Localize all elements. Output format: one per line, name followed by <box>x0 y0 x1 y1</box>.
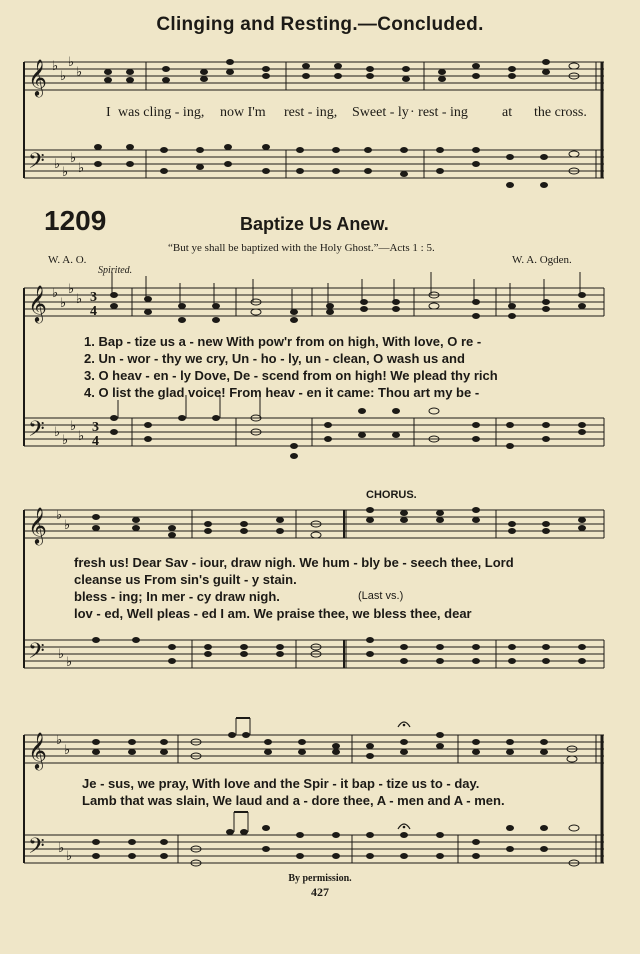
treble-clef-icon: 𝄞 <box>28 731 47 769</box>
svg-text:♭: ♭ <box>78 161 85 176</box>
svg-text:♭: ♭ <box>68 55 75 70</box>
staff-top-treble <box>24 62 604 90</box>
treble-clef-icon: 𝄞 <box>28 58 47 96</box>
system3-line-1: Je - sus, we pray, With love and the Spir - it bap - tize us to - day. <box>82 776 480 791</box>
svg-text:4: 4 <box>90 304 97 319</box>
verse-3-line: 3. O heav - en - ly Dove, De - scend from on high! We plead thy rich <box>84 368 498 383</box>
svg-text:♭: ♭ <box>56 508 63 523</box>
svg-text:♭: ♭ <box>62 433 69 448</box>
svg-text:♭: ♭ <box>76 292 83 307</box>
svg-text:♭: ♭ <box>68 282 75 297</box>
svg-text:♭: ♭ <box>76 65 83 80</box>
chorus-label: CHORUS. <box>366 489 417 501</box>
svg-text:♭: ♭ <box>70 151 77 166</box>
staff-sys1-treble <box>24 288 604 316</box>
time-signature: 3 <box>90 290 97 305</box>
lyric-word: rest - ing, <box>284 105 338 120</box>
svg-text:♭: ♭ <box>78 429 85 444</box>
staff-sys3-bass <box>24 835 604 863</box>
svg-text:♭: ♭ <box>58 647 65 662</box>
treble-clef-icon: 𝄞 <box>28 506 47 544</box>
svg-text:♭: ♭ <box>54 157 61 172</box>
svg-text:♭: ♭ <box>52 286 59 301</box>
bass-clef-icon: 𝄢 <box>28 639 45 669</box>
svg-text:♭: ♭ <box>58 841 65 856</box>
staff-sys2-treble <box>24 510 604 538</box>
svg-text:4: 4 <box>92 434 99 449</box>
lyric-word: now I'm <box>220 105 266 120</box>
lyric-word: the cross. <box>534 105 587 120</box>
svg-text:♭: ♭ <box>64 743 71 758</box>
system3-line-2: Lamb that was slain, We laud and a - dore thee, A - men and A - men. <box>82 793 505 808</box>
noteheads <box>92 59 586 866</box>
svg-text:♭: ♭ <box>66 849 73 864</box>
svg-text:♭: ♭ <box>64 518 71 533</box>
hymn-number: 1209 <box>44 205 107 236</box>
staff-sys3-treble <box>24 735 604 763</box>
staff-top-bass <box>24 150 604 178</box>
scripture-reference: “But ye shall be baptized with the Holy Ghost.”—Acts 1 : 5. <box>168 242 435 254</box>
lyric-word: I <box>106 105 111 120</box>
bass-clef-icon: 𝄢 <box>28 417 45 447</box>
lyric-word: · rest - ing <box>410 105 468 120</box>
svg-text:♭: ♭ <box>52 59 59 74</box>
system2-line-2: cleanse us From sin's guilt - y stain. <box>74 572 297 587</box>
verse-1-line: 1. Bap - tize us a - new With pow'r from on high, With love, O re - <box>84 334 482 349</box>
lyricist-credit: W. A. O. <box>48 254 87 266</box>
composer-credit: W. A. Ogden. <box>512 254 572 266</box>
verse-4-line: 4. O list the glad voice! From heav - en it came: Thou art my be - <box>84 385 480 400</box>
svg-text:♭: ♭ <box>70 419 77 434</box>
last-verse-note: (Last vs.) <box>358 590 404 602</box>
svg-text:♭: ♭ <box>66 655 73 670</box>
bass-clef-icon: 𝄢 <box>28 834 45 864</box>
svg-text:♭: ♭ <box>60 296 67 311</box>
svg-text:♭: ♭ <box>60 69 67 84</box>
bass-clef-icon: 𝄢 <box>28 149 45 179</box>
lyric-word: Sweet - ly <box>352 105 409 120</box>
tempo-marking: Spirited. <box>98 265 133 276</box>
svg-text:♭: ♭ <box>54 425 61 440</box>
page-number: 427 <box>311 885 329 899</box>
lyric-word: was cling - ing, <box>118 105 205 120</box>
treble-clef-icon: 𝄞 <box>28 284 47 322</box>
permission-note: By permission. <box>288 873 352 884</box>
svg-text:♭: ♭ <box>62 165 69 180</box>
svg-text:♭: ♭ <box>56 733 63 748</box>
system2-line-4: lov - ed, Well pleas - ed I am. We praise thee, we bless thee, dear <box>74 606 472 621</box>
continued-hymn-title: Clinging and Resting.—Concluded. <box>156 14 484 35</box>
svg-text:3: 3 <box>92 420 99 435</box>
lyric-word: at <box>502 105 513 120</box>
system2-line-1: fresh us! Dear Sav - iour, draw nigh. We hum - bly be - seech thee, Lord <box>74 555 514 570</box>
system2-line-3: bless - ing; In mer - cy draw nigh. <box>74 589 280 604</box>
verse-2-line: 2. Un - wor - thy we cry, Un - ho - ly, un - clean, O wash us and <box>84 351 465 366</box>
hymn-title: Baptize Us Anew. <box>240 214 389 234</box>
